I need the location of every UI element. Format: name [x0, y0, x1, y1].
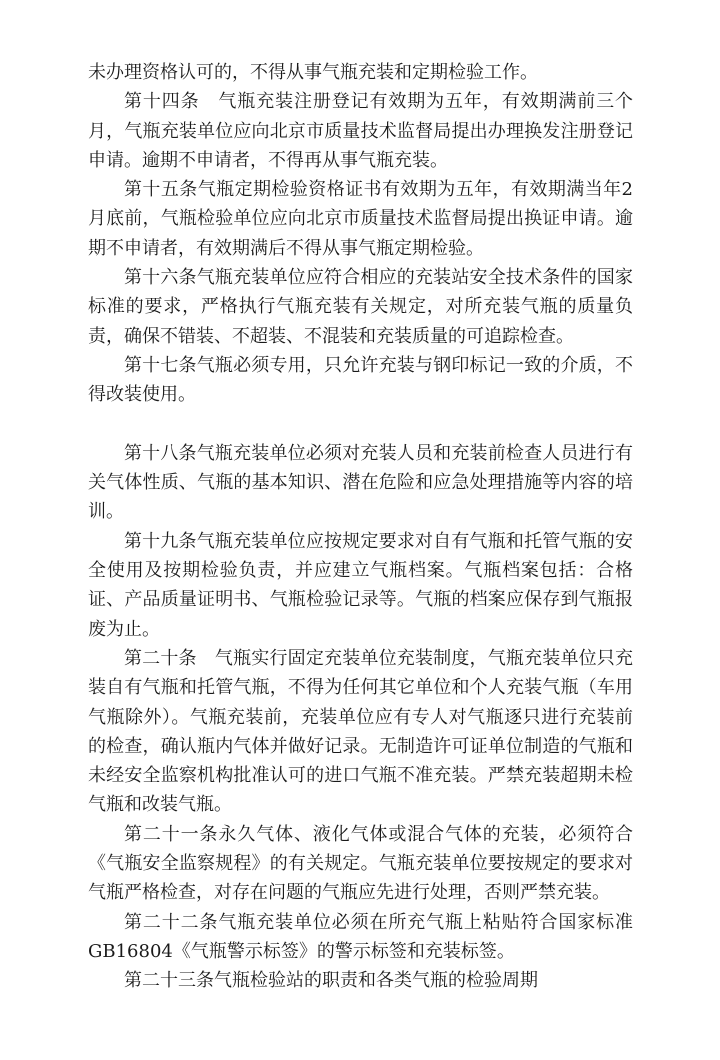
article-17: 第十七条气瓶必须专用，只允许充装与钢印标记一致的介质，不得改装使用。	[88, 354, 633, 406]
article-15: 第十五条气瓶定期检验资格证书有效期为五年，有效期满当年2月底前，气瓶检验单位应向北京市质量技术监督局提出换证申请。逾期不申请者，有效期满后不得从事气瓶定期检验。	[88, 179, 633, 259]
article-16: 第十六条气瓶充装单位应符合相应的充装站安全技术条件的国家标准的要求，严格执行气瓶充装有关规定，对所充装气瓶的质量负责，确保不错装、不超装、不混装和充装质量的可追踪检查。	[88, 267, 633, 347]
paragraph-continuation: 未办理资格认可的，不得从事气瓶充装和定期检验工作。	[88, 62, 538, 83]
article-18: 第十八条气瓶充装单位必须对充装人员和充装前检查人员进行有关气体性质、气瓶的基本知识、潜在危险和应急处理措施等内容的培训。	[88, 442, 633, 523]
article-21: 第二十一条永久气体、液化气体或混合气体的充装，必须符合《气瓶安全监察规程》的有关规定。气瓶充装单位要按规定的要求对气瓶严格检查，对存在问题的气瓶应先进行处理，否则严禁充装。	[88, 823, 633, 904]
article-22: 第二十二条气瓶充装单位必须在所充气瓶上粘贴符合国家标准GB16804《气瓶警示标签》的警示标签和充装标签。	[88, 911, 633, 962]
blank-line	[88, 410, 633, 439]
article-14: 第十四条 气瓶充装注册登记有效期为五年，有效期满前三个月，气瓶充装单位应向北京市质量技术监督局提出办理换发注册登记申请。逾期不申请者，不得再从事气瓶充装。	[88, 91, 633, 171]
article-19: 第十九条气瓶充装单位应按规定要求对自有气瓶和托管气瓶的安全使用及按期检验负责，并应建立气瓶档案。气瓶档案包括：合格证、产品质量证明书、气瓶检验记录等。气瓶的档案应保存到气瓶报废为止。	[88, 530, 633, 640]
document-body	[88, 58, 633, 996]
article-23: 第二十三条气瓶检验站的职责和各类气瓶的检验周期	[124, 970, 538, 992]
article-20: 第二十条 气瓶实行固定充装单位充装制度，气瓶充装单位只充装自有气瓶和托管气瓶，不得为任何其它单位和个人充装气瓶（车用气瓶除外）。气瓶充装前，充装单位应有专人对气瓶逐只进行充装前的检查，确认瓶内气体并做好记录。无制造许可证单位制造的气瓶和未经安全监察机构批准认可的进口气瓶不准充装。严禁充装超期未检气瓶和改装气瓶。	[88, 647, 633, 816]
